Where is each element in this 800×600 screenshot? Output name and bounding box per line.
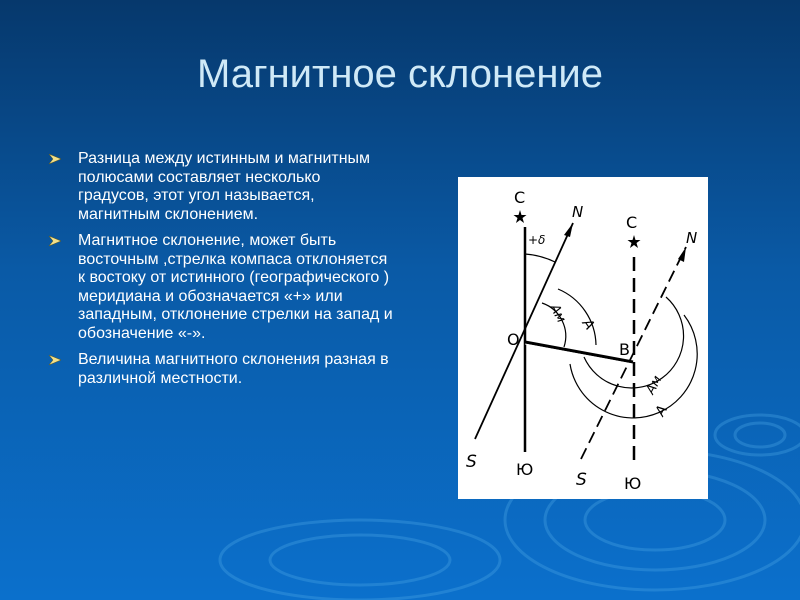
label-s-right: S xyxy=(576,470,587,490)
label-a-right: А xyxy=(652,402,672,419)
left-star-icon xyxy=(514,210,527,223)
label-c-right: С xyxy=(626,213,638,232)
label-yu-right: Ю xyxy=(624,474,642,493)
right-star-icon xyxy=(628,235,641,248)
label-c-left: С xyxy=(514,188,526,207)
left-n-arrowhead xyxy=(564,223,573,237)
label-am-left: Ам xyxy=(546,301,569,326)
compass-arrow-line-inner xyxy=(525,344,633,364)
delta-arc xyxy=(525,254,555,262)
label-o: О xyxy=(507,330,520,349)
bullet-list xyxy=(48,150,393,396)
label-n-right: N xyxy=(686,229,698,247)
label-s-left: S xyxy=(466,452,477,472)
label-delta: +δ xyxy=(528,233,546,247)
label-a-left: А xyxy=(578,316,598,334)
slide-title: Магнитное склонение xyxy=(196,52,604,96)
arrow-bullet-icon xyxy=(48,153,62,165)
compass-arrow-line xyxy=(525,342,633,362)
label-am-right: Ам xyxy=(643,373,666,397)
bullet-item xyxy=(48,150,393,224)
label-yu-left: Ю xyxy=(516,460,534,479)
diagram-svg xyxy=(458,177,708,499)
bullet-text: Величина магнитного склонения разная в различной местности. xyxy=(78,351,389,387)
bullet-text: Разница между истинным и магнитным полюсами составляет несколько градусов, этот угол называется, магнитным склонением. xyxy=(78,150,371,223)
bullet-item xyxy=(48,351,393,388)
bullet-item xyxy=(48,232,393,343)
declination-diagram xyxy=(458,177,708,499)
arrow-bullet-icon xyxy=(48,354,62,366)
label-b: В xyxy=(619,340,630,359)
bullet-text: Магнитное склонение, может быть восточным ,стрелка компаса отклоняется к востоку от истинного (географического ) меридиана и обозначается «+» или западным, отклонение стрелки на запад и обозначение «-». xyxy=(78,232,393,342)
arrow-bullet-icon xyxy=(48,235,62,247)
label-n-left: N xyxy=(572,203,584,221)
